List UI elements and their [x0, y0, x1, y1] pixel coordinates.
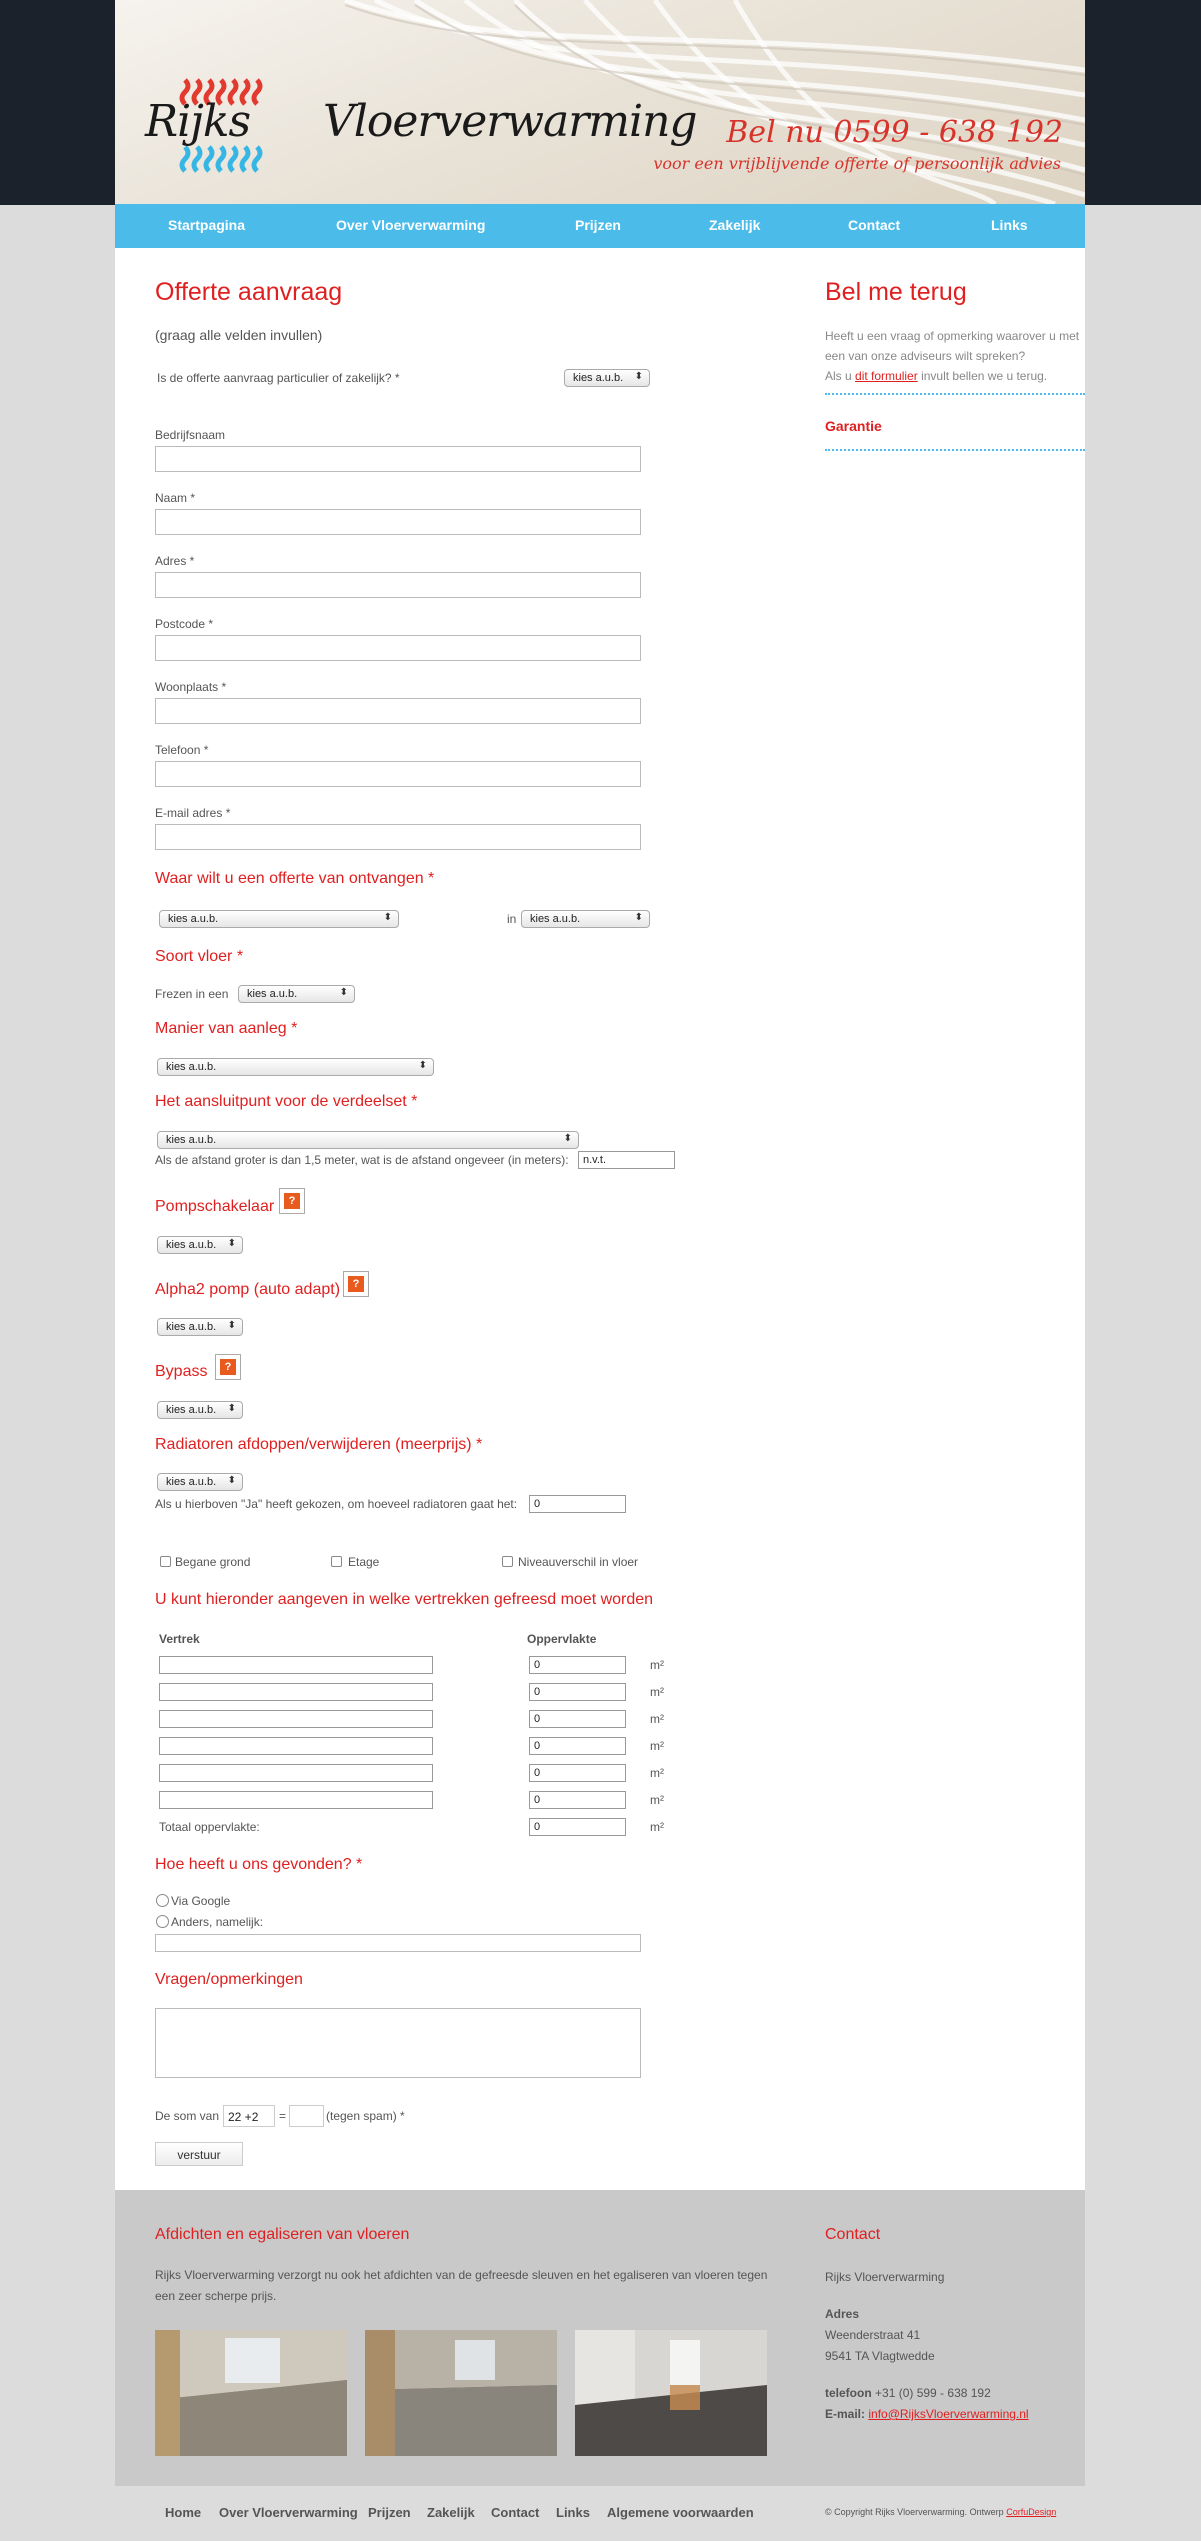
form-title: Offerte aanvraag — [155, 278, 343, 306]
pump-switch-select[interactable]: kies a.u.b. ⬍ — [157, 1236, 243, 1254]
col-room-header: Vertrek — [159, 1632, 200, 1646]
bottom-nav-contact[interactable]: Contact — [491, 2505, 540, 2520]
floor-title: Soort vloer * — [155, 948, 244, 965]
label-begane-grond: Begane grond — [175, 1555, 251, 1569]
telefoon-input[interactable] — [155, 761, 641, 787]
area-input-1[interactable]: 0 — [529, 1656, 626, 1674]
area-unit-3: m² — [650, 1712, 664, 1726]
method-select[interactable]: kies a.u.b. ⬍ — [157, 1058, 434, 1076]
bottom-nav-prijzen[interactable]: Prijzen — [368, 2505, 411, 2520]
area-input-3[interactable]: 0 — [529, 1710, 626, 1728]
checkbox-niveauverschil[interactable] — [502, 1556, 513, 1567]
floor-label: Frezen in een — [155, 987, 229, 1001]
contact-phone: telefoon +31 (0) 599 - 638 192 — [825, 2386, 991, 2400]
sum-suffix: (tegen spam) * — [326, 2109, 405, 2123]
questions-title: Vragen/opmerkingen — [155, 1971, 303, 1988]
contact-address-label: Adres — [825, 2307, 860, 2321]
label-email: E-mail adres * — [155, 806, 231, 820]
sidebar-divider — [825, 393, 1085, 395]
label-google: Via Google — [171, 1894, 231, 1908]
type-select[interactable]: kies a.u.b. ⬍ — [564, 369, 650, 387]
sidebar-garantie[interactable]: Garantie — [825, 418, 882, 434]
contact-city: 9541 TA Vlagtwedde — [825, 2349, 935, 2363]
pump-switch-help-icon[interactable]: ? — [279, 1188, 305, 1214]
header-tagline: voor een vrijblijvende offerte of persoonlijk advies — [653, 154, 1061, 173]
found-title: Hoe heeft u ons gevonden? * — [155, 1856, 363, 1873]
sidebar-divider-2 — [825, 449, 1085, 451]
total-area-input[interactable]: 0 — [529, 1818, 626, 1836]
nav-links[interactable]: Links — [991, 217, 1028, 233]
where-location-select[interactable]: kies a.u.b. ⬍ — [521, 910, 650, 928]
nav-startpagina[interactable]: Startpagina — [168, 217, 246, 233]
bottom-nav-home[interactable]: Home — [165, 2505, 202, 2520]
radio-google[interactable] — [156, 1894, 169, 1907]
header — [115, 0, 1085, 204]
footer-photo-1 — [155, 2330, 347, 2456]
radiator-count-input[interactable]: 0 — [529, 1495, 626, 1513]
room-input-5[interactable] — [159, 1764, 433, 1782]
distance-label: Als de afstand groter is dan 1,5 meter, wat is de afstand ongeveer (in meters): — [155, 1153, 569, 1167]
sum-answer-input[interactable] — [289, 2105, 324, 2127]
woonplaats-input[interactable] — [155, 698, 641, 724]
footer-photo-2 — [365, 2330, 557, 2456]
questions-textarea[interactable] — [155, 2008, 641, 2078]
footer-text: Rijks Vloerverwarming verzorgt nu ook het afdichten van de gefreesde sleuven en het egaliseren van vloeren tegen een zeer scherpe prijs. — [155, 2268, 768, 2303]
footer — [115, 2190, 1085, 2486]
bypass-help-icon[interactable]: ? — [215, 1354, 241, 1380]
nav-prijzen[interactable]: Prijzen — [575, 217, 621, 233]
distance-input[interactable]: n.v.t. — [578, 1151, 675, 1169]
label-etage: Etage — [348, 1555, 380, 1569]
in-label: in — [507, 912, 517, 926]
area-unit-2: m² — [650, 1685, 664, 1699]
pump-switch-title: Pompschakelaar — [155, 1198, 275, 1215]
label-postcode: Postcode * — [155, 617, 214, 631]
sum-question: 22 +2 — [223, 2105, 275, 2127]
label-anders: Anders, namelijk: — [171, 1915, 264, 1929]
rooms-title: U kunt hieronder aangeven in welke vertrekken gefreesd moet worden — [155, 1591, 654, 1608]
bottom-nav-over[interactable]: Over Vloerverwarming — [219, 2505, 358, 2520]
copyright: © Copyright Rijks Vloerverwarming. Ontwerp CorfuDesign — [825, 2507, 1057, 2517]
sidebar-form-link[interactable]: dit formulier — [855, 369, 918, 383]
checkbox-begane-grond[interactable] — [160, 1556, 171, 1567]
label-bedrijfsnaam: Bedrijfsnaam — [155, 428, 226, 442]
total-label: Totaal oppervlakte: — [159, 1820, 260, 1834]
alpha-pump-select[interactable]: kies a.u.b. ⬍ — [157, 1318, 243, 1336]
submit-button[interactable]: verstuur — [155, 2142, 243, 2166]
area-unit-5: m² — [650, 1766, 664, 1780]
where-select[interactable]: kies a.u.b. ⬍ — [159, 910, 399, 928]
bypass-select[interactable]: kies a.u.b. ⬍ — [157, 1401, 243, 1419]
logo-text-rijks[interactable]: Rijks — [145, 96, 251, 147]
bypass-title: Bypass — [155, 1363, 208, 1380]
alpha-pump-title: Alpha2 pomp (auto adapt) — [155, 1281, 341, 1298]
sum-equals: = — [279, 2109, 287, 2123]
room-input-6[interactable] — [159, 1791, 433, 1809]
alpha-pump-help-icon[interactable]: ? — [343, 1271, 369, 1297]
footer-photo-3 — [575, 2330, 767, 2456]
logo-text-vloerverwarming[interactable]: Vloerverwarming — [323, 96, 697, 147]
bedrijfsnaam-input[interactable] — [155, 446, 641, 472]
contact-email-link[interactable]: info@RijksVloerverwarming.nl — [868, 2407, 1029, 2421]
main-nav — [115, 204, 1085, 248]
email-input[interactable] — [155, 824, 641, 850]
method-title: Manier van aanleg * — [155, 1020, 298, 1037]
adres-input[interactable] — [155, 572, 641, 598]
contact-company: Rijks Vloerverwarming — [825, 2270, 945, 2284]
room-input-1[interactable] — [159, 1656, 433, 1674]
contact-street: Weenderstraat 41 — [825, 2328, 921, 2342]
header-phone: Bel nu 0599 - 638 192 — [726, 115, 1063, 150]
radiator-select[interactable]: kies a.u.b. ⬍ — [157, 1473, 243, 1491]
label-niveauverschil: Niveauverschil in vloer — [518, 1555, 639, 1569]
room-input-3[interactable] — [159, 1710, 433, 1728]
floor-select[interactable]: kies a.u.b. ⬍ — [238, 985, 355, 1003]
room-input-2[interactable] — [159, 1683, 433, 1701]
nav-contact[interactable]: Contact — [848, 217, 901, 233]
type-question: Is de offerte aanvraag particulier of zakelijk? * — [157, 371, 400, 385]
label-woonplaats: Woonplaats * — [155, 680, 227, 694]
contact-title: Contact — [825, 2226, 881, 2243]
area-input-6[interactable]: 0 — [529, 1791, 626, 1809]
main-content — [115, 248, 1085, 2190]
connection-title: Het aansluitpunt voor de verdeelset * — [155, 1093, 418, 1110]
radio-anders[interactable] — [156, 1915, 169, 1928]
area-unit-total: m² — [650, 1820, 664, 1834]
area-unit-1: m² — [650, 1658, 664, 1672]
area-input-4[interactable]: 0 — [529, 1737, 626, 1755]
connection-select[interactable]: kies a.u.b. ⬍ — [157, 1131, 579, 1149]
bottom-nav-zakelijk[interactable]: Zakelijk — [427, 2505, 475, 2520]
label-adres: Adres * — [155, 554, 195, 568]
area-unit-6: m² — [650, 1793, 664, 1807]
nav-zakelijk[interactable]: Zakelijk — [709, 217, 761, 233]
area-unit-4: m² — [650, 1739, 664, 1753]
col-area-header: Oppervlakte — [527, 1632, 597, 1646]
sidebar-title: Bel me terug — [825, 278, 967, 306]
label-telefoon: Telefoon * — [155, 743, 209, 757]
checkbox-etage[interactable] — [331, 1556, 342, 1567]
nav-over-vloerverwarming[interactable]: Over Vloerverwarming — [336, 217, 486, 233]
area-input-2[interactable]: 0 — [529, 1683, 626, 1701]
area-input-5[interactable]: 0 — [529, 1764, 626, 1782]
sidebar-text: Heeft u een vraag of opmerking waarover u met een van onze adviseurs wilt spreken? Als u dit formulier invult bellen we u terug. — [825, 329, 1080, 383]
bottom-nav-voorwaarden[interactable]: Algemene voorwaarden — [607, 2505, 754, 2520]
bottom-nav-links[interactable]: Links — [556, 2505, 590, 2520]
contact-email: E-mail: info@RijksVloerverwarming.nl — [825, 2407, 1029, 2421]
room-input-4[interactable] — [159, 1737, 433, 1755]
where-title: Waar wilt u een offerte van ontvangen * — [155, 870, 435, 887]
radiator-label: Als u hierboven "Ja" heeft gekozen, om hoeveel radiatoren gaat het: — [155, 1497, 518, 1511]
designer-link[interactable]: CorfuDesign — [1006, 2507, 1057, 2517]
form-subtitle: (graag alle velden invullen) — [155, 327, 323, 343]
anders-textarea[interactable] — [155, 1934, 641, 1952]
naam-input[interactable] — [155, 509, 641, 535]
footer-title: Afdichten en egaliseren van vloeren — [155, 2226, 410, 2243]
radiator-title: Radiatoren afdoppen/verwijderen (meerprijs) * — [155, 1436, 483, 1453]
sum-label: De som van — [155, 2109, 220, 2123]
postcode-input[interactable] — [155, 635, 641, 661]
label-naam: Naam * — [155, 491, 196, 505]
